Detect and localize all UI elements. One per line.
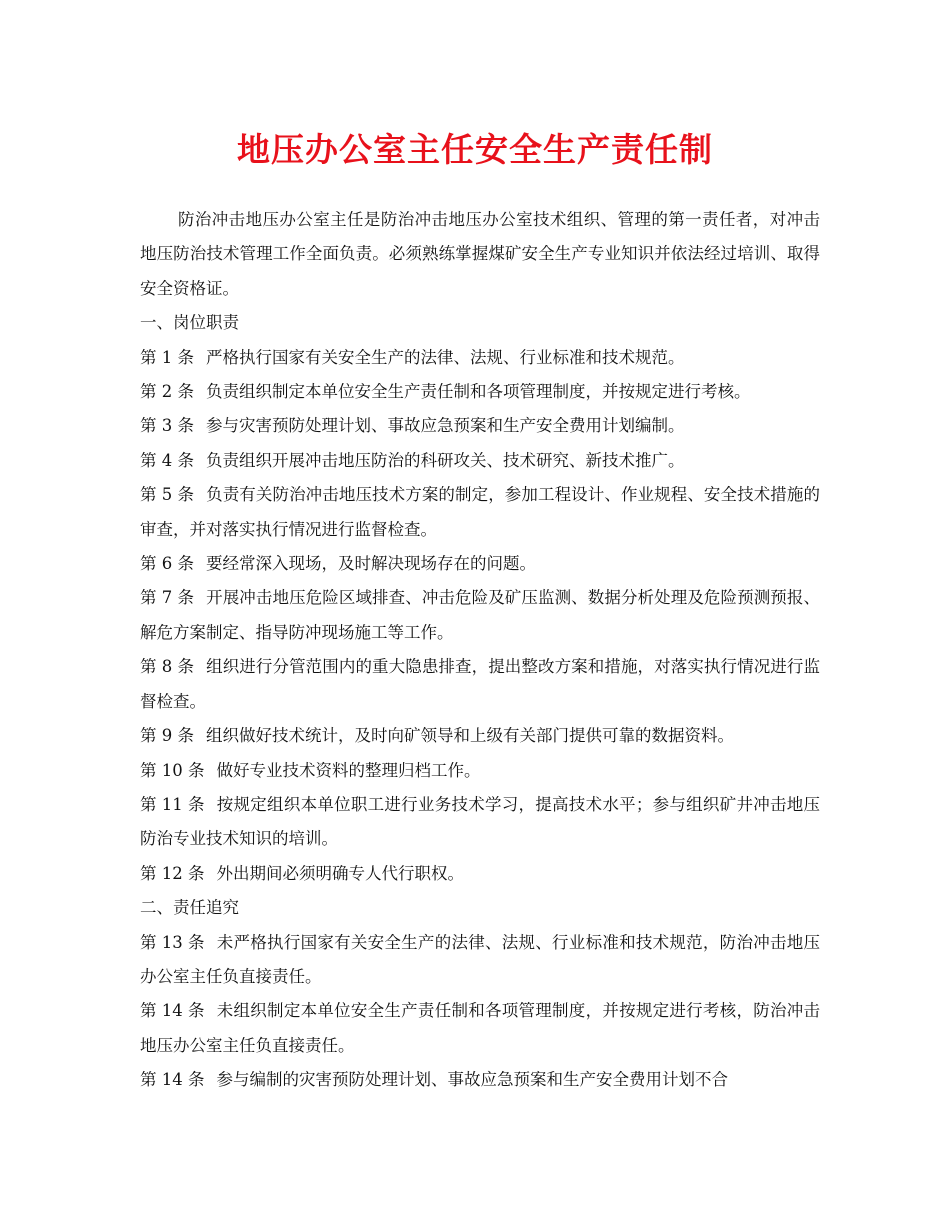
article-text: 参与编制的灾害预防处理计划、事故应急预案和生产安全费用计划不合 <box>216 1070 728 1090</box>
article-paragraph <box>140 581 820 650</box>
article-paragraph <box>140 547 820 581</box>
article-text: 外出期间必须明确专人代行职权。 <box>216 863 464 883</box>
article-text: 组织进行分管范围内的重大隐患排查，提出整改方案和措施，对落实执行情况进行监督检查。 <box>140 657 820 711</box>
article-paragraph <box>140 788 820 857</box>
article-number: 第 1 条 <box>140 347 194 367</box>
article-text: 负责组织制定本单位安全生产责任制和各项管理制度，并按规定进行考核。 <box>206 382 751 402</box>
article-paragraph <box>140 375 820 409</box>
article-number: 第 14 条 <box>140 1070 205 1090</box>
article-paragraph <box>140 926 820 995</box>
article-number: 第 3 条 <box>140 416 194 436</box>
article-paragraph <box>140 478 820 547</box>
article-text: 负责组织开展冲击地压防治的科研攻关、技术研究、新技术推广。 <box>206 450 685 470</box>
article-paragraph <box>140 650 820 719</box>
article-number: 第 7 条 <box>140 588 194 608</box>
article-text: 严格执行国家有关安全生产的法律、法规、行业标准和技术规范。 <box>206 347 685 367</box>
article-text: 参与灾害预防处理计划、事故应急预案和生产安全费用计划编制。 <box>206 416 685 436</box>
article-number: 第 14 条 <box>140 1001 205 1021</box>
article-paragraph <box>140 341 820 375</box>
document-body <box>140 203 820 1098</box>
article-text: 做好专业技术资料的整理归档工作。 <box>216 760 481 780</box>
article-paragraph <box>140 409 820 443</box>
article-number: 第 4 条 <box>140 450 194 470</box>
article-paragraph <box>140 1063 820 1097</box>
article-paragraph <box>140 857 820 891</box>
article-text: 未严格执行国家有关安全生产的法律、法规、行业标准和技术规范，防治冲击地压办公室主任负直接责任。 <box>140 932 820 986</box>
article-text: 按规定组织本单位职工进行业务技术学习，提高技术水平；参与组织矿井冲击地压防治专业技术知识的培训。 <box>140 794 820 849</box>
article-text: 组织做好技术统计，及时向矿领导和上级有关部门提供可靠的数据资料。 <box>206 726 734 746</box>
article-paragraph <box>140 444 820 478</box>
article-number: 第 5 条 <box>140 485 194 505</box>
document-title: 地压办公室主任安全生产责任制 <box>237 130 713 169</box>
article-number: 第 9 条 <box>140 726 194 746</box>
article-number: 第 6 条 <box>140 554 194 574</box>
article-text: 负责有关防治冲击地压技术方案的制定，参加工程设计、作业规程、安全技术措施的审查，并对落实执行情况进行监督检查。 <box>140 485 820 539</box>
article-number: 第 12 条 <box>140 863 205 883</box>
section-heading-accountability: 二、责任追究 <box>140 898 239 918</box>
intro-paragraph: 防治冲击地压办公室主任是防治冲击地压办公室技术组织、管理的第一责任者，对冲击地压防治技术管理工作全面负责。必须熟练掌握煤矿安全生产专业知识并依法经过培训、取得安全资格证。 <box>140 210 820 298</box>
article-paragraph <box>140 719 820 753</box>
article-number: 第 10 条 <box>140 760 205 780</box>
article-number: 第 11 条 <box>140 794 205 814</box>
section-heading-duties: 一、岗位职责 <box>140 313 239 333</box>
article-paragraph <box>140 994 820 1063</box>
article-text: 开展冲击地压危险区域排查、冲击危险及矿压监测、数据分析处理及危险预测预报、解危方案制定、指导防冲现场施工等工作。 <box>140 588 820 642</box>
article-text: 未组织制定本单位安全生产责任制和各项管理制度，并按规定进行考核，防治冲击地压办公室主任负直接责任。 <box>140 1001 820 1055</box>
article-text: 要经常深入现场，及时解决现场存在的问题。 <box>206 554 536 574</box>
article-number: 第 13 条 <box>140 932 205 952</box>
article-number: 第 2 条 <box>140 382 194 402</box>
article-number: 第 8 条 <box>140 657 194 677</box>
article-paragraph <box>140 754 820 788</box>
